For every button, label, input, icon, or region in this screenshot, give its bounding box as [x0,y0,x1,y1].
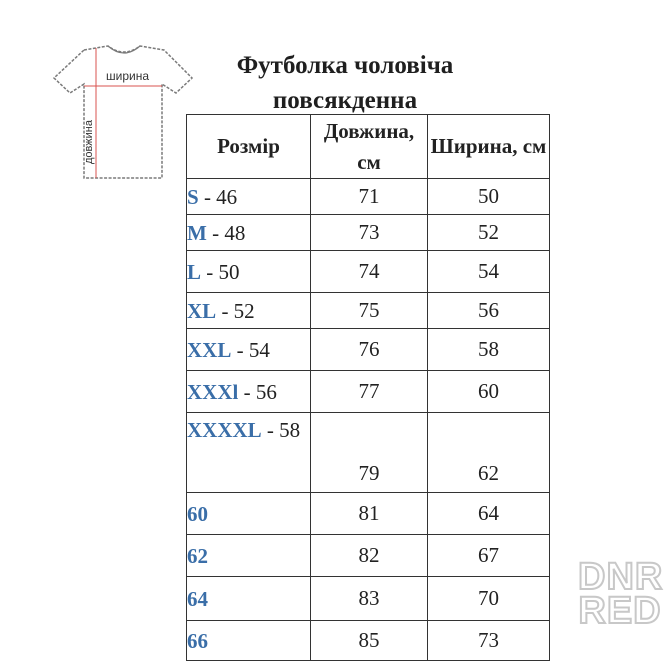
size-code: 62 [187,543,208,568]
width-cell: 58 [428,329,550,371]
tshirt-outline [54,46,192,178]
size-code: XL [187,298,217,323]
size-cell [187,329,311,371]
size-number: - 52 [216,298,255,323]
size-code: XXL [187,337,232,362]
width-cell: 52 [428,215,550,251]
length-cell: 85 [311,621,428,661]
watermark-logo [578,556,664,632]
size-code: 66 [187,628,208,653]
length-cell: 75 [311,293,428,329]
length-cell: 82 [311,535,428,577]
page-title [200,48,490,118]
size-number: - 56 [238,379,277,404]
size-number: - 58 [261,418,301,442]
size-code: 60 [187,501,208,526]
length-cell: 71 [311,179,428,215]
length-cell: 77 [311,371,428,413]
table-row [187,293,550,329]
length-cell: 83 [311,577,428,621]
header-size: Розмір [187,115,311,179]
length-label: довжина [83,120,95,164]
table-row [187,251,550,293]
width-cell: 50 [428,179,550,215]
width-cell: 67 [428,535,550,577]
size-cell [187,371,311,413]
length-cell: 76 [311,329,428,371]
size-cell [187,577,311,621]
title-line-2: повсякденна [272,87,418,114]
width-cell: 54 [428,251,550,293]
header-length: Довжина, см [311,115,428,179]
size-code: S [187,184,199,209]
size-cell [187,413,311,493]
size-cell [187,215,311,251]
table-row [187,413,550,493]
watermark-line-2: RED [578,590,662,632]
size-code: M [187,220,207,245]
size-cell [187,251,311,293]
size-cell [187,621,311,661]
size-cell [187,179,311,215]
table-row [187,179,550,215]
size-number: - 54 [231,337,270,362]
table-row [187,215,550,251]
size-code: 64 [187,586,208,611]
size-code: L [187,259,202,284]
size-rows [187,179,550,661]
width-cell: 62 [428,413,550,493]
width-cell: 64 [428,493,550,535]
size-number: - 48 [206,220,246,245]
width-label: ширина [106,69,150,83]
table-row [187,621,550,661]
size-number: - 50 [201,259,240,284]
size-number: - 46 [198,184,238,209]
width-cell: 56 [428,293,550,329]
length-cell: 79 [311,413,428,493]
table-row [187,329,550,371]
table-row [187,371,550,413]
table-row [187,535,550,577]
size-code: XXXXL [187,418,262,442]
table-row [187,493,550,535]
size-cell [187,293,311,329]
size-cell [187,493,311,535]
length-cell: 81 [311,493,428,535]
title-line-1: Футболка чоловіча [236,52,454,79]
size-cell [187,535,311,577]
tshirt-diagram [44,38,204,188]
width-cell: 60 [428,371,550,413]
width-cell: 73 [428,621,550,661]
size-table [186,114,550,661]
watermark-line-1: DNR [578,556,664,598]
length-cell: 73 [311,215,428,251]
length-cell: 74 [311,251,428,293]
table-row [187,577,550,621]
size-code: XXXl [187,379,239,404]
width-cell: 70 [428,577,550,621]
header-width: Ширина, см [428,115,550,179]
